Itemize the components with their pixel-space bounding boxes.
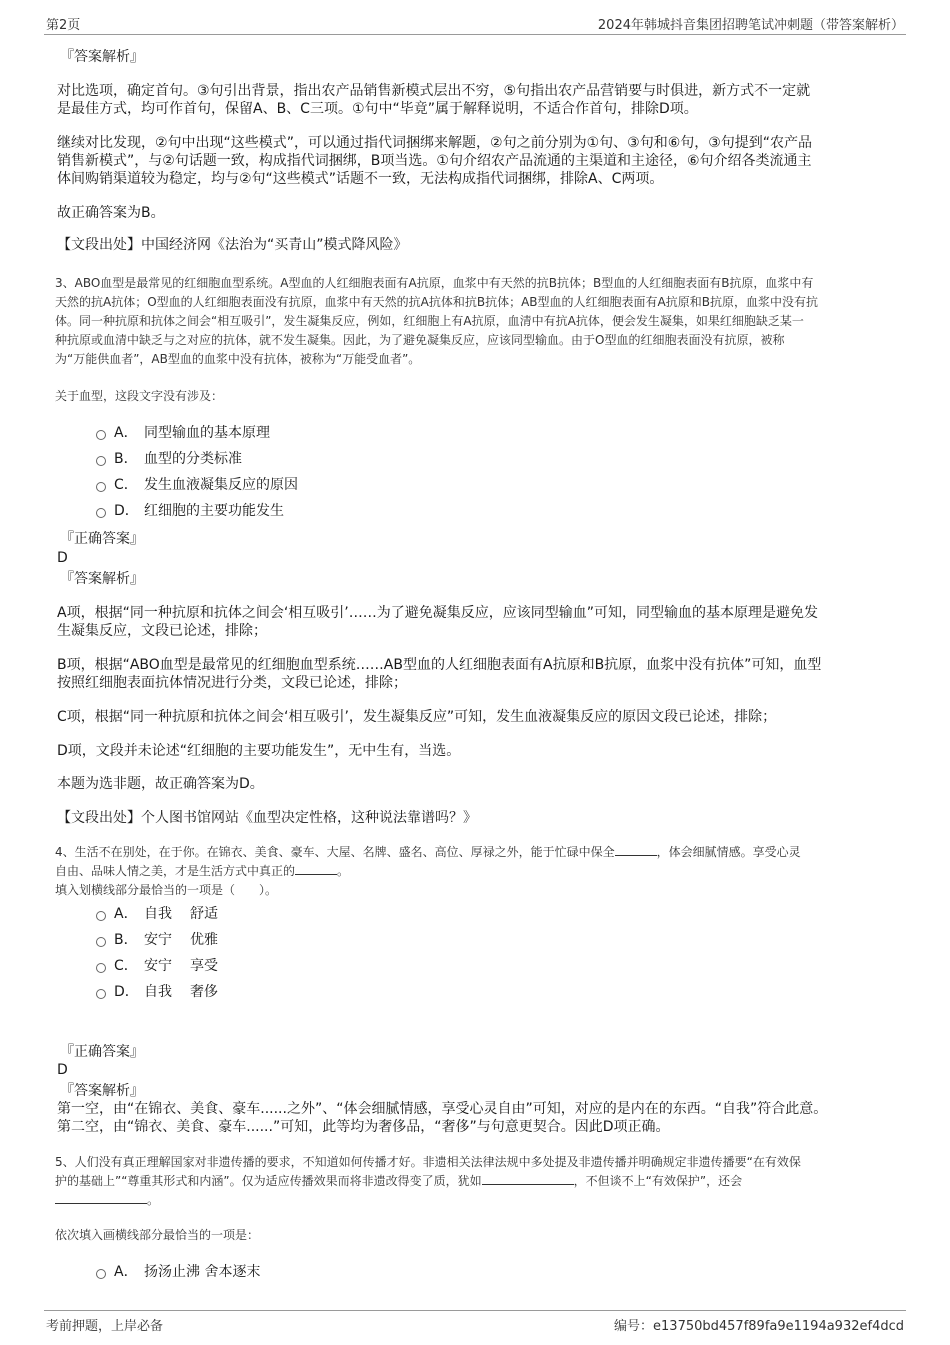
q2-analysis-para1-line2: 是最佳方式，均可作首句，保留A、B、C三项。①句中“毕竟”属于解释说明，不适合作首句，排除D项。	[57, 101, 698, 117]
q2-source: 【文段出处】中国经济网《法治为“买青山”模式降风险》	[57, 237, 408, 253]
q5-stem-line3-b: 。	[147, 1193, 160, 1207]
q5-blank-2	[55, 1192, 147, 1204]
q5-stem-line3	[55, 1191, 159, 1210]
option-label: D．	[114, 984, 139, 1000]
document-title: 2024年韩城抖音集团招聘笔试冲刺题（带答案解析）	[597, 18, 904, 33]
q3-prompt: 关于血型，这段文字没有涉及：	[55, 389, 224, 403]
footer-document-id: 编号：e13750bd457f89fa9e1194a932ef4dcd	[614, 1319, 904, 1334]
q3-stem-line3: 体。同一种抗原和抗体之间会“相互吸引”，发生凝集反应，例如，红细胞上有A抗原，血清中有抗A抗体，便会发生凝集，如果红细胞缺乏某一	[55, 314, 804, 328]
q4-option-c[interactable]	[96, 956, 218, 976]
q3-analysis-a-line1: A项，根据“同一种抗原和抗体之间会‘相互吸引’……为了避免凝集反应，应该同型输血”可知，同型输血的基本原理是避免发	[57, 605, 818, 621]
radio-icon[interactable]	[96, 911, 106, 921]
q5-stem-line1: 5、人们没有真正理解国家对非遗传播的要求，不知道如何传播才好。非遗相关法律法规中多处提及非遗传播并明确规定非遗传播要“在有效保	[55, 1155, 801, 1169]
radio-icon[interactable]	[96, 937, 106, 947]
option-text: 同型输血的基本原理	[144, 425, 270, 441]
q3-analysis-c-line1: C项，根据“同一种抗原和抗体之间会‘相互吸引’，发生凝集反应”可知，发生血液凝集反应的原因文段已论述，排除；	[57, 709, 777, 725]
q3-correct-answer: D	[57, 550, 68, 566]
option-text: 扬汤止沸 舍本逐末	[144, 1264, 261, 1280]
q3-analysis-b-line2: 按照红细胞表面抗体情况进行分类，文段已论述，排除；	[57, 675, 407, 691]
q4-option-b[interactable]	[96, 930, 218, 950]
q3-conclusion: 本题为选非题，故正确答案为D。	[57, 776, 264, 792]
option-word-1: 自我	[144, 984, 172, 1000]
q4-analysis-line2: 第二空，由“锦衣、美食、豪车......”可知，此等均为奢侈品，“奢侈”与句意更契合。因此D项正确。	[57, 1119, 670, 1135]
option-label: D．	[114, 503, 139, 519]
q3-source: 【文段出处】个人图书馆网站《血型决定性格，这种说法靠谱吗？》	[57, 810, 477, 826]
footer-divider	[44, 1310, 906, 1311]
header-divider	[44, 34, 906, 35]
radio-icon[interactable]	[96, 456, 106, 466]
q4-analysis-label: 『答案解析』	[60, 1083, 144, 1099]
option-text: 红细胞的主要功能发生	[144, 503, 284, 519]
option-label: C．	[114, 477, 138, 493]
q2-analysis-para2-line3: 体间购销渠道较为稳定，均与②句“这些模式”话题不一致，无法构成指代词捆绑，排除A、C两项。	[57, 171, 664, 187]
radio-icon[interactable]	[96, 482, 106, 492]
option-text: 发生血液凝集反应的原因	[144, 477, 298, 493]
q5-stem-line2-a: 护的基础上”“尊重其形式和内涵”。仅为适应传播效果而将非遗改得变了质，犹如	[55, 1174, 482, 1188]
option-word-2: 奢侈	[190, 984, 218, 1000]
q3-analysis-label: 『答案解析』	[60, 571, 144, 587]
option-word-1: 安宁	[144, 958, 172, 974]
option-label: A．	[114, 906, 138, 922]
radio-icon[interactable]	[96, 1269, 106, 1279]
q2-conclusion: 故正确答案为B。	[57, 205, 165, 221]
q5-prompt: 依次填入画横线部分最恰当的一项是：	[55, 1228, 260, 1242]
radio-icon[interactable]	[96, 430, 106, 440]
option-word-2: 优雅	[190, 932, 218, 948]
q4-analysis-line1: 第一空，由“在锦衣、美食、豪车......之外”、“体会细腻情感，享受心灵自由”可知，对应的是内在的东西。“自我”符合此意。	[57, 1101, 828, 1117]
q3-option-c[interactable]	[96, 475, 298, 495]
q3-stem-line4: 种抗原或血清中缺乏与之对应的抗体，就不发生凝集。因此，为了避免凝集反应，应该同型输血。由于O型血的红细胞表面没有抗原，被称	[55, 333, 785, 347]
q3-option-a[interactable]	[96, 423, 270, 443]
option-label: A．	[114, 425, 138, 441]
option-word-2: 享受	[190, 958, 218, 974]
q3-correct-label: 『正确答案』	[60, 531, 144, 547]
q3-analysis-d-line1: D项，文段并未论述“红细胞的主要功能发生”，无中生有，当选。	[57, 743, 461, 759]
option-word-2: 舒适	[190, 906, 218, 922]
q4-blank-2	[295, 863, 337, 875]
footer-slogan: 考前押题，上岸必备	[46, 1319, 164, 1334]
radio-icon[interactable]	[96, 508, 106, 518]
option-word-1: 安宁	[144, 932, 172, 948]
q3-stem-line2: 天然的抗A抗体；O型血的人红细胞表面没有抗原，血浆中有天然的抗A抗体和抗B抗体；AB型血的人红细胞表面有A抗原和B抗原，血浆中没有抗	[55, 295, 818, 309]
q4-correct-label: 『正确答案』	[60, 1044, 144, 1060]
q4-stem-line2-b: 。	[337, 864, 350, 878]
q4-stem-line1-b: ，体会细腻情感。享受心灵	[656, 845, 801, 859]
q4-stem-line1-a: 4、生活不在别处，在于你。在锦衣、美食、豪车、大屋、名牌、盛名、高位、厚禄之外，能于忙碌中保全	[55, 845, 615, 859]
q2-analysis-para2-line1: 继续对比发现，②句中出现“这些模式”，可以通过指代词捆绑来解题，②句之前分别为①句、③句和⑥句，③句提到“农产品	[57, 135, 813, 151]
q3-analysis-b-line1: B项，根据“ABO血型是最常见的红细胞血型系统……AB型血的人红细胞表面有A抗原和B抗原，血浆中没有抗体”可知，血型	[57, 657, 822, 673]
option-word-1: 自我	[144, 906, 172, 922]
radio-icon[interactable]	[96, 989, 106, 999]
q3-analysis-a-line2: 生凝集反应，文段已论述，排除；	[57, 623, 267, 639]
q4-blank-1	[615, 844, 657, 856]
option-label: B．	[114, 932, 138, 948]
q2-analysis-label: 『答案解析』	[60, 49, 144, 65]
q2-analysis-para1-line1: 对比选项，确定首句。③句引出背景，指出农产品销售新模式层出不穷，⑤句指出农产品营销要与时俱进，新方式不一定就	[57, 83, 811, 99]
q4-correct-answer: D	[57, 1062, 68, 1078]
q5-stem-line2-b: ，不但谈不上“有效保护”，还会	[573, 1174, 743, 1188]
q5-option-a[interactable]	[96, 1262, 260, 1282]
q4-stem-line1	[55, 843, 801, 862]
page-number: 第2页	[46, 18, 81, 33]
q4-prompt: 填入划横线部分最恰当的一项是（ ）。	[55, 883, 278, 897]
q3-option-d[interactable]	[96, 501, 284, 521]
q3-stem-line1: 3、ABO血型是最常见的红细胞血型系统。A型血的人红细胞表面有A抗原，血浆中有天然的抗B抗体；B型血的人红细胞表面有B抗原，血浆中有	[55, 276, 814, 290]
option-label: A．	[114, 1264, 138, 1280]
q4-stem-line2-a: 自由、品味人情之美，才是生活方式中真正的	[55, 864, 296, 878]
q4-option-a[interactable]	[96, 904, 218, 924]
option-label: C．	[114, 958, 138, 974]
q2-analysis-para2-line2: 销售新模式”，与②句话题一致，构成指代词捆绑，B项当选。①句介绍农产品流通的主渠道和主途径，⑥句介绍各类流通主	[57, 153, 812, 169]
q5-blank-1	[482, 1173, 574, 1185]
q3-stem-line5: 为“万能供血者”，AB型血的血浆中没有抗体，被称为“万能受血者”。	[55, 352, 421, 366]
q3-option-b[interactable]	[96, 449, 242, 469]
option-text: 血型的分类标准	[144, 451, 242, 467]
radio-icon[interactable]	[96, 963, 106, 973]
q4-option-d[interactable]	[96, 982, 218, 1002]
q5-stem-line2	[55, 1172, 742, 1191]
option-label: B．	[114, 451, 138, 467]
q4-stem-line2	[55, 862, 349, 881]
